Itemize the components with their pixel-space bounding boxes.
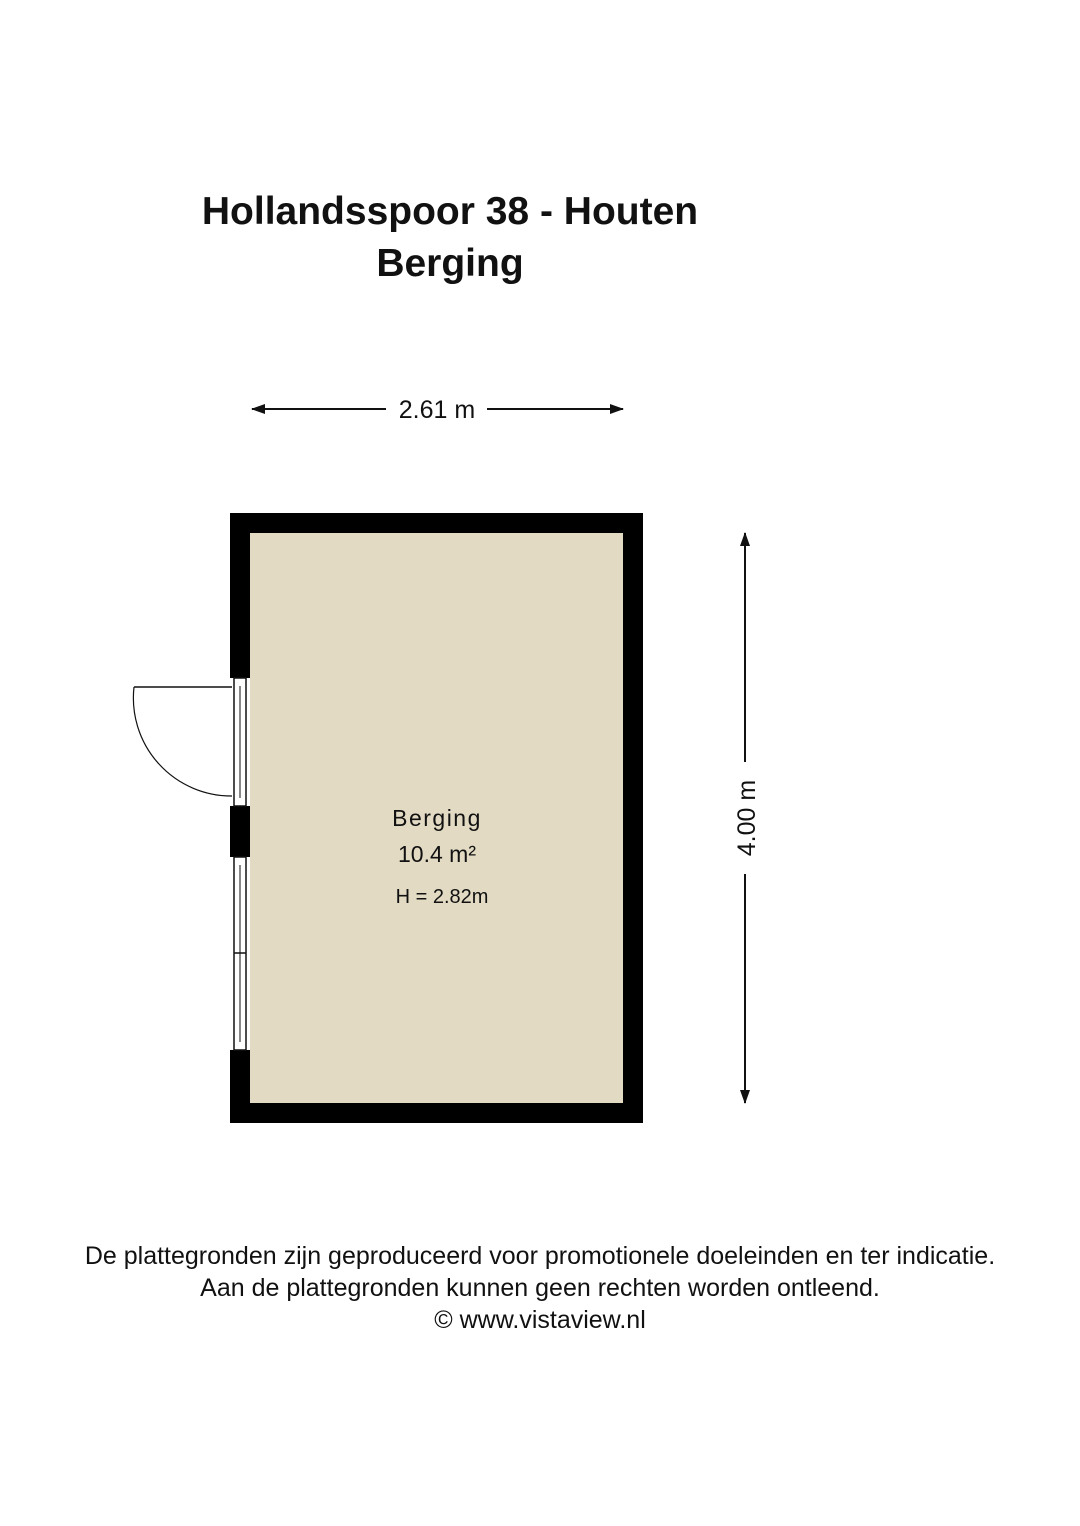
address-title: Hollandsspoor 38 - Houten [201,190,699,233]
disclaimer-line-1: De plattegronden zijn geproduceerd voor promotionele doeleinden en ter indicatie. [84,1242,996,1270]
depth-dimension-label: 4.00 m [733,779,761,857]
wall-left-upper [230,513,250,678]
window [234,857,246,1050]
width-dimension [252,396,623,424]
room-height: H = 2.82m [395,886,489,908]
disclaimer-line-2: Aan de plattegronden kunnen geen rechten worden ontleend. [200,1274,880,1302]
floor-title: Berging [376,242,524,285]
room-area: 10.4 m² [398,841,476,867]
wall-left-pillar [230,806,250,857]
door [133,678,246,806]
wall-left-lower [230,1050,250,1123]
door-swing-arc [133,687,232,796]
width-dimension-label: 2.61 m [398,396,476,424]
room-labels [392,805,488,908]
copyright-link[interactable]: © www.vistaview.nl [434,1306,646,1334]
wall-right [623,513,643,1123]
disclaimer [0,1240,1080,1336]
wall-bottom [230,1103,643,1123]
room-name: Berging [392,805,482,831]
depth-dimension [733,533,761,1103]
wall-top [230,513,643,533]
